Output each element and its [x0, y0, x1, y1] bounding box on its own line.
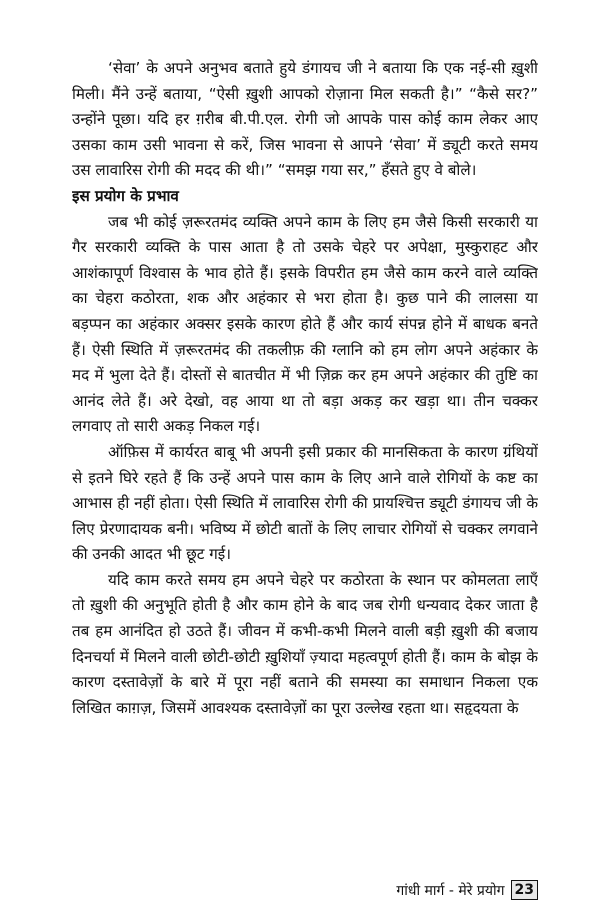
paragraph-2: जब भी कोई ज़रूरतमंद व्यक्ति अपने काम के लिए हम जैसे किसी सरकारी या गैर सरकारी व्यक्ति के पास आता है तो उसके चेहरे पर अपेक्षा, मुस्कुराहट और आशंकापूर्ण विश्वास के भाव होते हैं। इसके विपरीत हम जैसे काम करने वाले व्यक्ति का चेहरा कठोरता, शक और अहंकार से भरा होता है। कुछ पाने की लालसा या बड़प्पन का अहंकार अक्सर इसके कारण होते हैं और कार्य संपन्न होने में बाधक बनते हैं। ऐसी स्थिति में ज़रूरतमंद की तकलीफ़ की ग्लानि को हम लोग अपने अहंकार के मद में भुला देते हैं। दोस्तों से बातचीत में भी ज़िक्र कर हम अपने अहंकार की तुष्टि का आनंद लेते हैं। अरे देखो, वह आया था तो बड़ा अकड़ कर खड़ा था। तीन चक्कर लगवाए तो सारी अकड़ निकल गई। [72, 212, 538, 436]
page-body [72, 56, 538, 721]
paragraph-1: ‘सेवा’ के अपने अनुभव बताते हुये डंगायच जी ने बताया कि एक नई-सी ख़ुशी मिली। मैंने उन्हें बताया, “ऐसी ख़ुशी आपको रोज़ाना मिल सकती है।” “कैसे सर?” उन्होंने पूछा। यदि हर ग़रीब बी.पी.एल. रोगी जो आपके पास कोई काम लेकर आए उसका काम उसी भावना से करें, जिस भावना से आपने ‘सेवा’ में ड्यूटी करते समय उस लावारिस रोगी की मदद की थी।” “समझ गया सर,” हँसते हुए वे बोले। [72, 59, 538, 180]
paragraph-3: ऑफ़िस में कार्यरत बाबू भी अपनी इसी प्रकार की मानसिकता के कारण ग्रंथियों से इतने घिरे रहते हैं कि उन्हें अपने पास काम के लिए आने वाले रोगियों के कष्ट का आभास ही नहीं होता। ऐसी स्थिति में लावारिस रोगी की प्रायश्चित्त ड्यूटी डंगायच जी के लिए प्रेरणादायक बनी। भविष्य में छोटी बातों के लिए लाचार रोगियों से चक्कर लगवाने की उनकी आदत भी छूट गई। [72, 442, 538, 564]
paragraph-4: यदि काम करते समय हम अपने चेहरे पर कठोरता के स्थान पर कोमलता लाएँ तो ख़ुशी की अनुभूति होती है और काम होने के बाद जब रोगी धन्यवाद देकर जाता है तब हम आनंदित हो उठते हैं। जीवन में कभी-कभी मिलने वाली बड़ी ख़ुशी की बजाय दिनचर्या में मिलने वाली छोटी-छोटी ख़ुशियाँ ज़्यादा महत्वपूर्ण होती हैं। काम के बोझ के कारण दस्तावेज़ों के बारे में पूरा नहीं बताने की समस्या का समाधान निकला एक लिखित काग़ज़, जिसमें आवश्यक दस्तावेज़ों का पूरा उल्लेख रहता था। सहृदयता के [72, 570, 538, 717]
page-number: 23 [511, 880, 538, 900]
page-footer [72, 878, 538, 902]
running-footer-title: गांधी मार्ग - मेरे प्रयोग [396, 882, 505, 899]
section-heading: इस प्रयोग के प्रभाव [72, 186, 179, 205]
